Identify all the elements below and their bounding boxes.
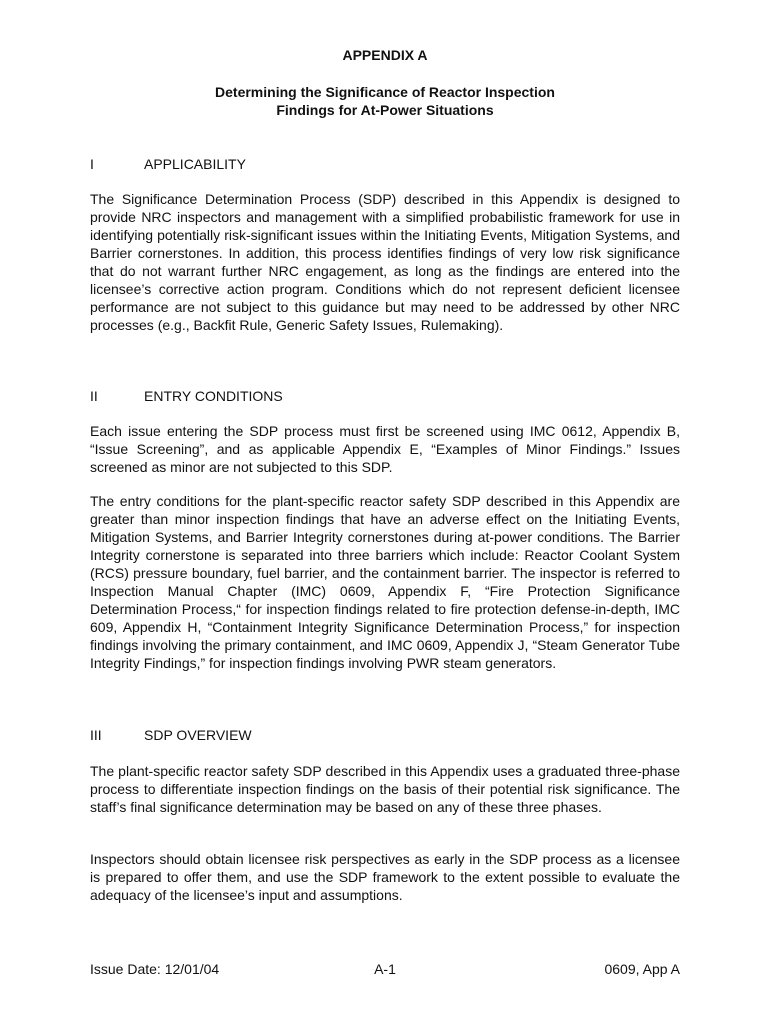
issue-date: Issue Date: 12/01/04 xyxy=(90,961,220,977)
paragraph-licensee-perspectives: Inspectors should obtain licensee risk perspectives as early in the SDP process as a licensee is prepared to offer them, and use the SDP framework to the extent possible to evaluate the adequacy of the licensee’s input and assumptions. xyxy=(90,851,680,903)
section-number: II xyxy=(90,388,98,404)
document-title xyxy=(90,83,680,119)
paragraph-entry-screening: Each issue entering the SDP process must first be screened using IMC 0612, Appendix B, “Issue Screening”, and as applicable Appendix E, “Examples of Minor Findings.” Issues screened as minor are not subjected to this SDP. xyxy=(90,423,680,475)
paragraph-sdp-overview: The plant-specific reactor safety SDP described in this Appendix uses a graduated three-phase process to differentiate inspection findings on the basis of their potential risk significance. The staff’s final significance determination may be based on any of these three phases. xyxy=(90,763,680,815)
document-page xyxy=(90,0,680,1024)
section-title: APPLICABILITY xyxy=(144,156,246,172)
paragraph-entry-conditions: The entry conditions for the plant-specific reactor safety SDP described in this Appendix are greater than minor inspection findings that have an adverse effect on the Initiating Events, Mitigation Systems, and Barrier Integrity cornerstones during at-power conditions. The Barrier Integrity cornerstone is separated into three barriers which include: Reactor Coolant System (RCS) pressure boundary, fuel barrier, and the containment barrier. The inspector is referred to Inspection Manual Chapter (IMC) 0609, Appendix F, “Fire Protection Significance Determination Process,“ for inspection findings related to fire protection defense-in-depth, IMC 609, Appendix H, “Containment Integrity Significance Determination Process,” for inspection findings involving the primary containment, and IMC 0609, Appendix J, “Steam Generator Tube Integrity Findings,” for inspection findings involving PWR steam generators. xyxy=(90,493,680,671)
appendix-label: APPENDIX A xyxy=(342,47,428,63)
section-title: ENTRY CONDITIONS xyxy=(144,388,283,404)
page-number: A-1 xyxy=(374,961,396,977)
document-reference: 0609, App A xyxy=(604,961,680,977)
document-title-line-1: Determining the Significance of Reactor Inspection xyxy=(215,84,555,100)
section-title: SDP OVERVIEW xyxy=(144,727,252,743)
section-number: I xyxy=(90,156,94,172)
paragraph-applicability: The Significance Determination Process (SDP) described in this Appendix is designed to provide NRC inspectors and management with a simplified probabilistic framework for use in identifying potentially risk-significant issues within the Initiating Events, Mitigation Systems, and Barrier cornerstones. In addition, this process identifies findings of very low risk significance that do not warrant further NRC engagement, as long as the findings are entered into the licensee’s corrective action program. Conditions which do not represent deficient licensee performance are not subject to this guidance but may need to be addressed by other NRC processes (e.g., Backfit Rule, Generic Safety Issues, Rulemaking). xyxy=(90,191,680,333)
document-title-line-2: Findings for At-Power Situations xyxy=(276,102,494,118)
section-number: III xyxy=(90,727,102,743)
